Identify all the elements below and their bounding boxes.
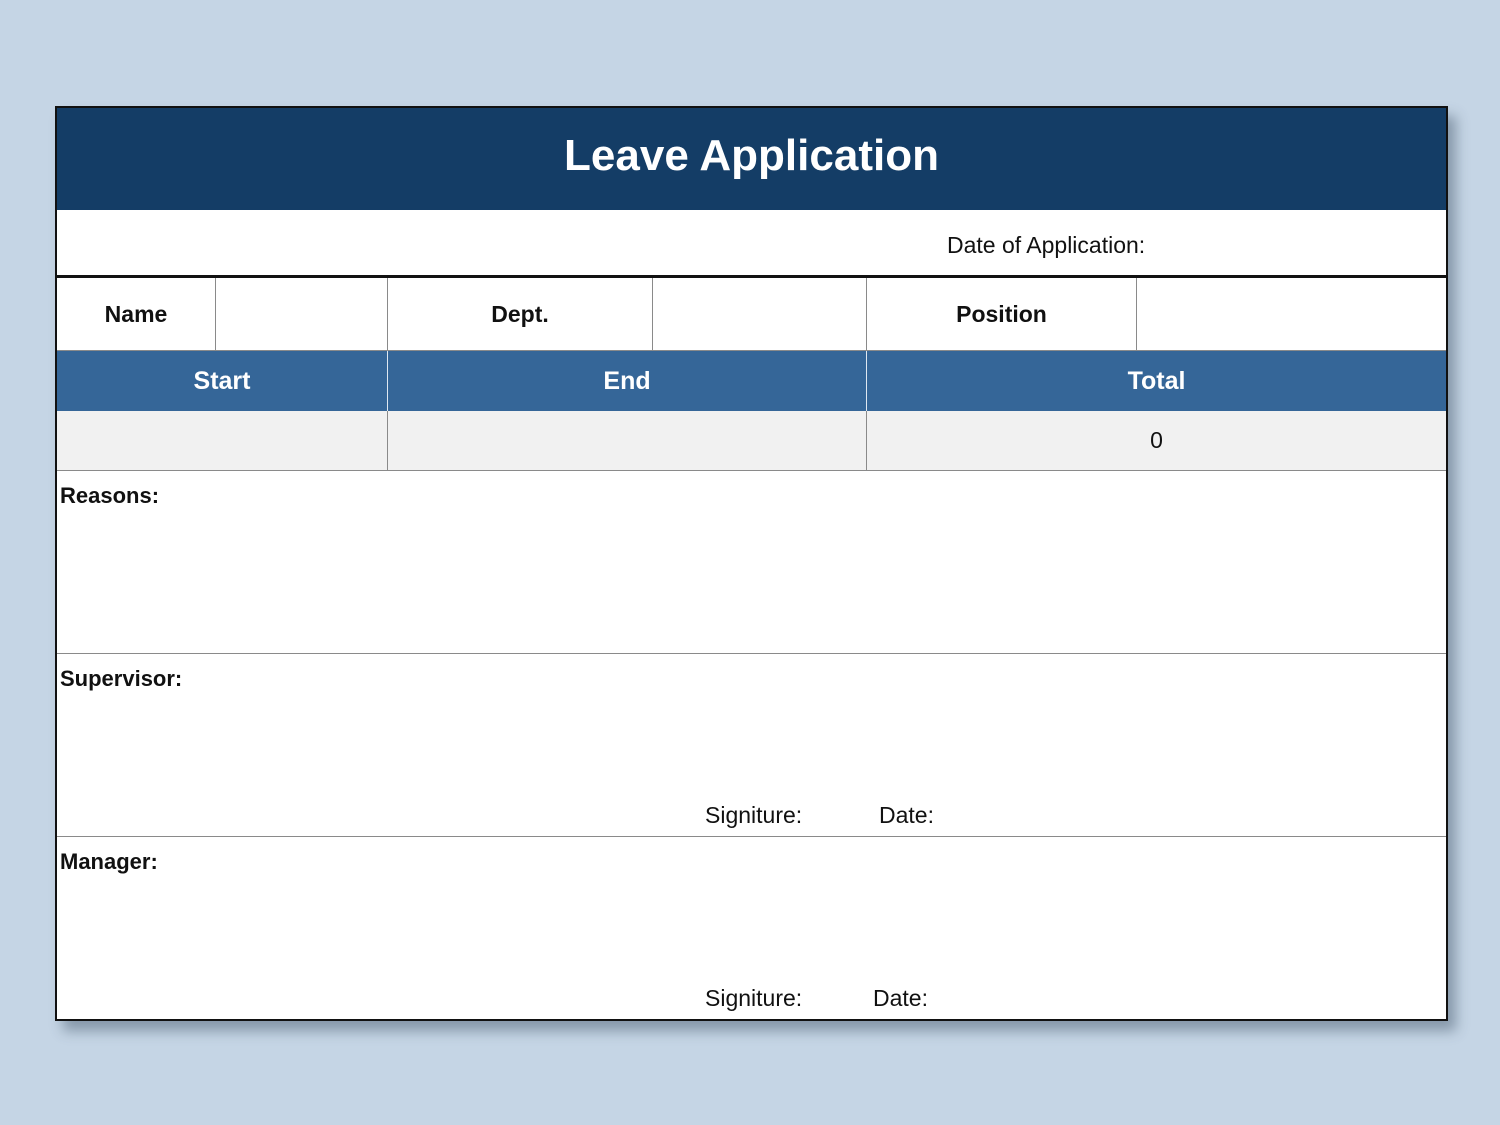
- position-value-cell[interactable]: [1137, 278, 1446, 350]
- end-header: End: [388, 351, 867, 411]
- dept-label: Dept.: [388, 278, 653, 350]
- end-value-cell[interactable]: [388, 411, 867, 470]
- date-of-application-label: Date of Application:: [947, 232, 1146, 258]
- leave-application-sheet: [55, 106, 1448, 1021]
- start-value-cell[interactable]: [57, 411, 388, 470]
- form-title: Leave Application: [564, 131, 939, 180]
- leave-period-value-row: [57, 411, 1446, 471]
- manager-section[interactable]: [57, 837, 1446, 1019]
- supervisor-label: Supervisor:: [60, 666, 183, 691]
- supervisor-signature-label: Signiture:: [705, 802, 803, 828]
- manager-date-label: Date:: [873, 985, 928, 1011]
- total-value-cell[interactable]: 0: [1150, 427, 1163, 453]
- supervisor-date-label: Date:: [879, 802, 934, 828]
- date-of-application-row: [57, 210, 1446, 278]
- position-label: Position: [867, 278, 1137, 350]
- employee-info-row: [57, 278, 1446, 351]
- title-bar: [57, 108, 1446, 210]
- total-header: Total: [1127, 366, 1186, 395]
- manager-label: Manager:: [60, 849, 158, 874]
- name-value-cell[interactable]: [216, 278, 388, 350]
- dept-value-cell[interactable]: [653, 278, 867, 350]
- reasons-section[interactable]: [57, 471, 1446, 654]
- supervisor-section[interactable]: [57, 654, 1446, 837]
- reasons-label: Reasons:: [60, 483, 160, 508]
- leave-period-header-row: [57, 351, 1446, 411]
- manager-signature-label: Signiture:: [705, 985, 803, 1011]
- start-header: Start: [57, 351, 388, 411]
- name-label: Name: [57, 278, 216, 350]
